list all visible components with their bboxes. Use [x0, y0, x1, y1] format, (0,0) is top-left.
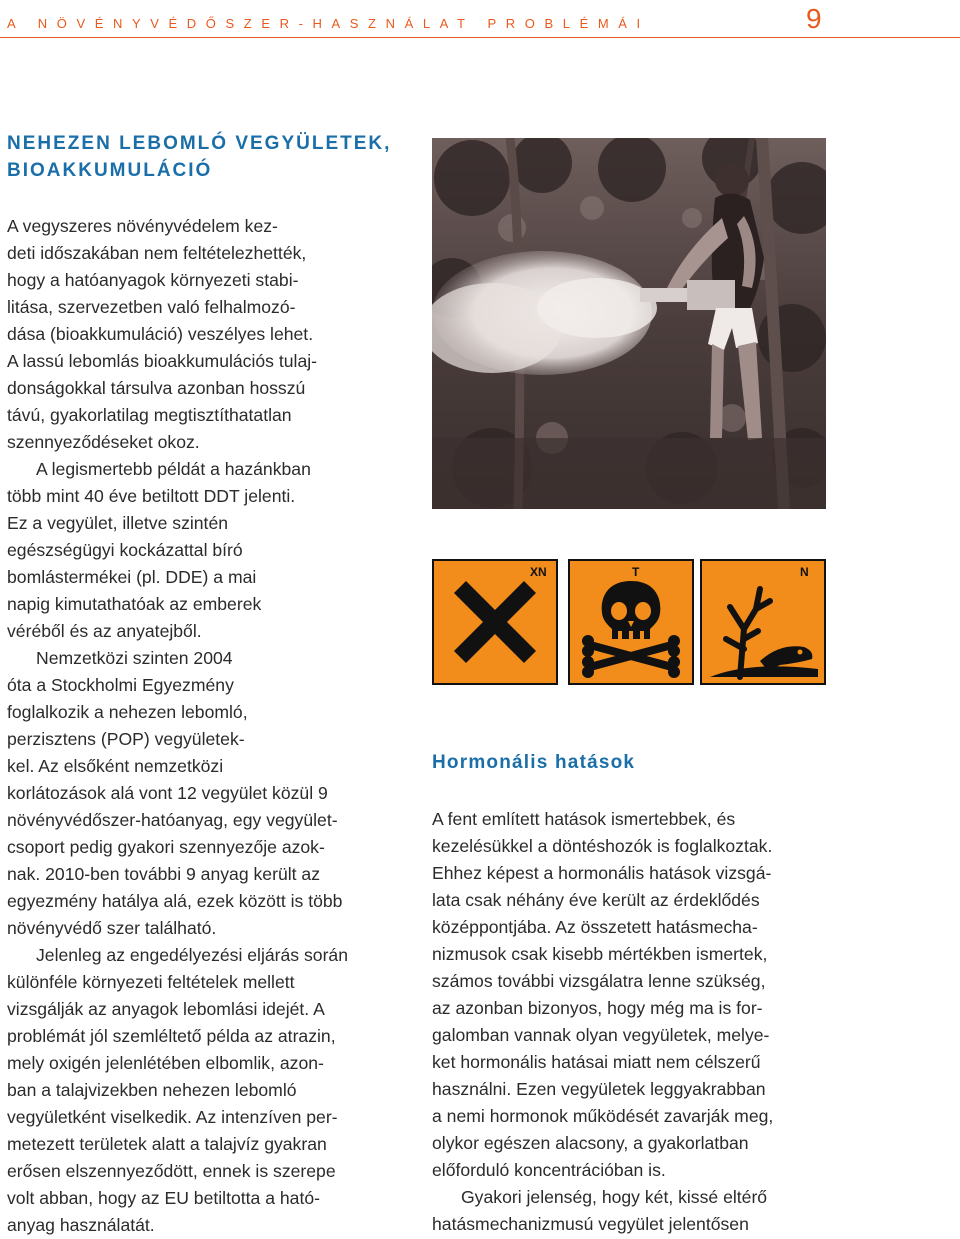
- text-line: hogy a hatóanyagok környezeti stabi-: [7, 270, 299, 290]
- text-line: kel. Az elsőként nemzetközi: [7, 756, 224, 776]
- text-line: használni. Ezen vegyületek leggyakrabban: [432, 1079, 766, 1099]
- text-line: vegyületként viselkedik. Az intenzíven per-: [7, 1107, 338, 1127]
- text-line: lata csak néhány éve került az érdeklődés: [432, 890, 760, 910]
- section-title-line: NEHEZEN LEBOMLÓ VEGYÜLETEK,: [7, 133, 392, 154]
- text-line: több mint 40 éve betiltott DDT jelenti.: [7, 486, 296, 506]
- text-line: foglalkozik a nehezen lebomló,: [7, 702, 248, 722]
- skull-crossbones-icon: [568, 559, 694, 685]
- text-line: deti időszakában nem feltételezhették,: [7, 243, 307, 263]
- text-line: szennyeződéseket okoz.: [7, 432, 200, 452]
- text-line: ket hormonális hatásai miatt nem célszerű: [432, 1052, 761, 1072]
- text-line: donságokkal társulva azonban hosszú: [7, 378, 306, 398]
- section-title: [7, 130, 391, 184]
- text-line: perzisztens (POP) vegyületek-: [7, 729, 245, 749]
- spraying-photo-illustration: [432, 138, 826, 509]
- text-line: Ehhez képest a hormonális hatások vizsgá-: [432, 863, 772, 883]
- text-line: növényvédő szer található.: [7, 918, 217, 938]
- text-line: számos további vizsgálatra lenne szükség,: [432, 971, 766, 991]
- hazard-code: XN: [530, 565, 547, 579]
- text-line: nizmusok csak kisebb mértékben ismertek,: [432, 944, 768, 964]
- text-line: egyezmény hatálya alá, ezek között is több: [7, 891, 343, 911]
- text-line: hatásmechanizmusú vegyület jelentősen: [432, 1214, 749, 1234]
- page-number: 9: [806, 3, 822, 34]
- hazard-symbol-harmful: [432, 559, 558, 685]
- hazard-symbol-environment: [700, 559, 826, 685]
- left-column-text: [7, 213, 348, 1239]
- text-line: csoport pedig gyakori szennyezője azok-: [7, 837, 325, 857]
- hazard-code: T: [632, 565, 640, 579]
- text-line: távú, gyakorlatilag megtisztíthatatlan: [7, 405, 292, 425]
- text-line: A legismertebb példát a hazánkban: [36, 459, 311, 479]
- text-line: erősen elszennyeződött, ennek is szerepe: [7, 1161, 336, 1181]
- text-line: vizsgálják az anyagok lebomlási idejét. A: [7, 999, 325, 1019]
- running-header: A NÖVÉNYVÉDŐSZER-HASZNÁLAT PROBLÉMÁI: [7, 16, 650, 31]
- text-line: egészségügyi kockázattal bíró: [7, 540, 243, 560]
- text-line: metezett területek alatt a talajvíz gyakran: [7, 1134, 327, 1154]
- text-line: az azonban bizonyos, hogy még ma is for-: [432, 998, 763, 1018]
- text-line: ban a talajvizekben nehezen lebomló: [7, 1080, 297, 1100]
- text-line: A lassú lebomlás bioakkumulációs tulaj-: [7, 351, 317, 371]
- text-line: napig kimutathatóak az emberek: [7, 594, 262, 614]
- text-line: Jelenleg az engedélyezési eljárás során: [36, 945, 348, 965]
- text-line: véréből és az anyatejből.: [7, 621, 202, 641]
- text-line: dása (bioakkumuláció) veszélyes lehet.: [7, 324, 314, 344]
- section-title-line: BIOAKKUMULÁCIÓ: [7, 160, 213, 181]
- hazard-symbol-toxic: [568, 559, 694, 685]
- text-line: korlátozások alá vont 12 vegyület közül 9: [7, 783, 328, 803]
- text-line: Gyakori jelenség, hogy két, kissé eltérő: [461, 1187, 768, 1207]
- text-line: óta a Stockholmi Egyezmény: [7, 675, 234, 695]
- text-line: A vegyszeres növényvédelem kez-: [7, 216, 278, 236]
- text-line: litása, szervezetben való felhalmozó-: [7, 297, 296, 317]
- text-line: különféle környezeti feltételek mellett: [7, 972, 295, 992]
- text-line: Ez a vegyület, illetve szintén: [7, 513, 229, 533]
- text-line: középpontjába. Az összetett hatásmecha-: [432, 917, 758, 937]
- text-line: A fent említett hatások ismertebbek, és: [432, 809, 736, 829]
- text-line: olykor egészen alacsony, a gyakorlatban: [432, 1133, 749, 1153]
- text-line: bomlástermékei (pl. DDE) a mai: [7, 567, 257, 587]
- header-rule: [0, 37, 960, 38]
- text-line: nak. 2010-ben további 9 anyag került az: [7, 864, 320, 884]
- text-line: előforduló koncentrációban is.: [432, 1160, 666, 1180]
- text-line: növényvédőszer-hatóanyag, egy vegyület-: [7, 810, 338, 830]
- text-line: anyag használatát.: [7, 1215, 155, 1235]
- text-line: galomban vannak olyan vegyületek, melye-: [432, 1025, 770, 1045]
- subheading-hormonal-effects: Hormonális hatások: [432, 752, 636, 773]
- text-line: mely oxigén jelenlétében elbomlik, azon-: [7, 1053, 324, 1073]
- text-line: volt abban, hogy az EU betiltotta a ható-: [7, 1188, 320, 1208]
- text-line: problémát jól szemléltető példa az atrazin,: [7, 1026, 336, 1046]
- text-line: kezelésükkel a döntéshozók is foglalkoztak.: [432, 836, 773, 856]
- spraying-photo: [432, 138, 826, 509]
- right-column-text: [432, 806, 773, 1238]
- hazard-code: N: [800, 565, 809, 579]
- text-line: Nemzetközi szinten 2004: [36, 648, 233, 668]
- text-line: a nemi hormonok működését zavarják meg,: [432, 1106, 774, 1126]
